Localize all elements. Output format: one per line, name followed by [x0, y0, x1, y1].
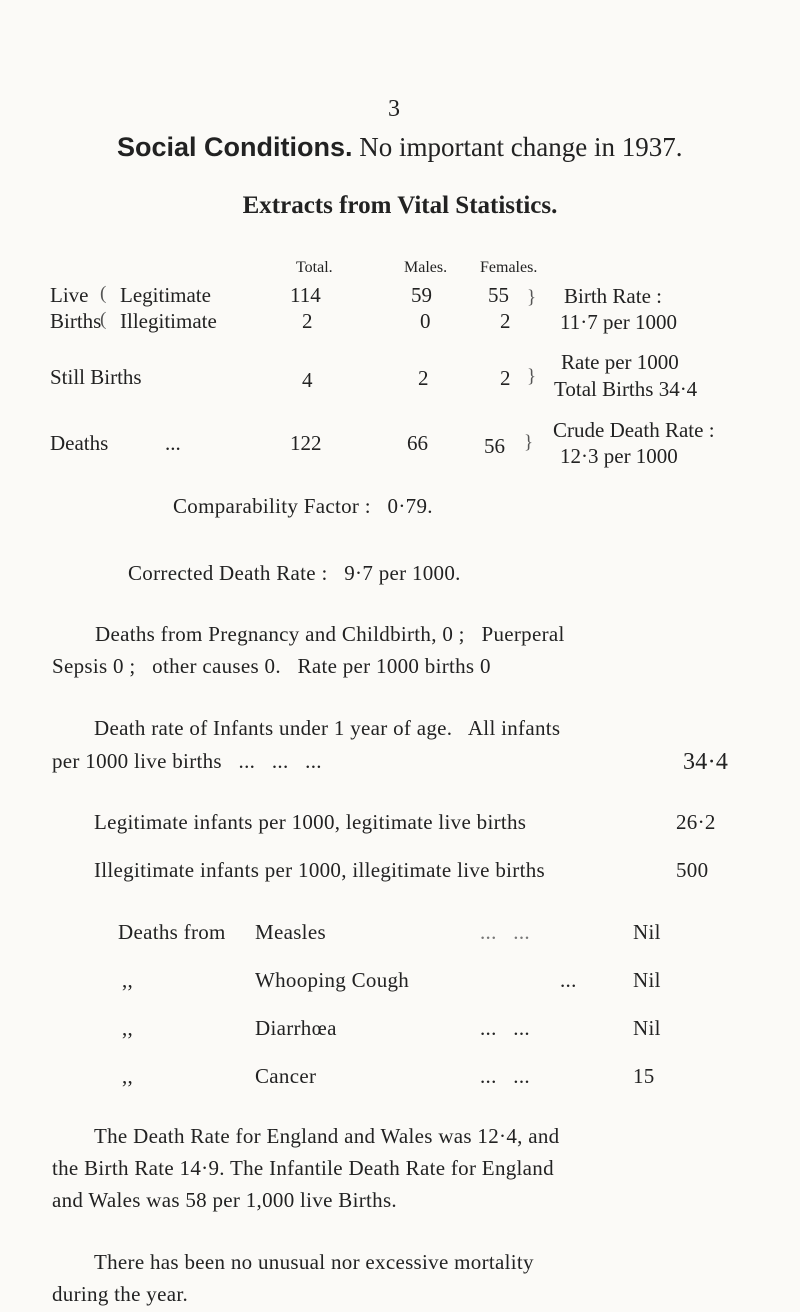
- england-wales-line-3: and Wales was 58 per 1,000 live Births.: [52, 1188, 397, 1212]
- section-text: No important change in 1937.: [359, 132, 683, 162]
- cause-measles: Measles: [255, 920, 326, 944]
- legitimate-females: 55: [488, 283, 509, 307]
- row-label-illegitimate: Illegitimate: [120, 309, 217, 333]
- page-number: 3: [388, 96, 400, 122]
- ditto-mark: ,,: [122, 1016, 134, 1040]
- deaths-females: 56: [484, 434, 505, 458]
- page-title: Extracts from Vital Statistics.: [242, 192, 558, 219]
- death-rate-line-1: Crude Death Rate :: [553, 418, 715, 442]
- value-diarrhoea: Nil: [633, 1016, 661, 1040]
- still-births-rate-line-1: Rate per 1000: [561, 350, 679, 374]
- value-cancer: 15: [633, 1064, 655, 1088]
- ditto-mark: ,,: [122, 1064, 134, 1088]
- section-label: Social Conditions.: [117, 132, 353, 162]
- illegitimate-females: 2: [500, 309, 511, 333]
- cause-diarrhoea: Diarrhœa: [255, 1016, 337, 1040]
- comparability-factor: Comparability Factor : 0·79.: [173, 494, 433, 518]
- left-brace: (: [100, 309, 107, 330]
- illegitimate-infants-value: 500: [676, 858, 709, 882]
- ditto-mark: ,,: [122, 968, 134, 992]
- birth-rate-line-1: Birth Rate :: [564, 284, 662, 308]
- value-whooping-cough: Nil: [633, 968, 661, 992]
- birth-rate-line-2: 11·7 per 1000: [560, 310, 678, 334]
- still-births-total: 4: [302, 368, 313, 392]
- illegitimate-infants-text: Illegitimate infants per 1000, illegitimate live births: [94, 858, 545, 882]
- column-header-total: Total.: [296, 259, 333, 276]
- live-births-label-2: Births: [50, 309, 102, 333]
- deaths-total: 122: [290, 431, 322, 455]
- right-brace: }: [527, 287, 537, 308]
- legitimate-infants-text: Legitimate infants per 1000, legitimate live births: [94, 810, 527, 834]
- england-wales-line-2: the Birth Rate 14·9. The Infantile Death Rate for England: [52, 1156, 554, 1180]
- pregnancy-line-1: Deaths from Pregnancy and Childbirth, 0 ; Puerperal: [95, 622, 565, 646]
- legitimate-males: 59: [411, 283, 432, 307]
- illegitimate-males: 0: [420, 309, 431, 333]
- still-births-rate-line-2: Total Births 34·4: [554, 377, 698, 401]
- still-births-males: 2: [418, 366, 429, 390]
- row-label-legitimate: Legitimate: [120, 283, 211, 307]
- section-heading: [117, 132, 682, 163]
- cause-dots: ... ...: [480, 920, 530, 944]
- value-measles: Nil: [633, 920, 661, 944]
- corrected-death-rate: Corrected Death Rate : 9·7 per 1000.: [128, 561, 461, 585]
- infant-deaths-value: 34·4: [683, 749, 729, 775]
- row-label-still-births: Still Births: [50, 365, 142, 389]
- infant-deaths-line-1: Death rate of Infants under 1 year of age. All infants: [94, 716, 561, 740]
- left-brace: (: [100, 283, 107, 304]
- pregnancy-line-2: Sepsis 0 ; other causes 0. Rate per 1000 births 0: [52, 654, 491, 678]
- row-label-deaths: Deaths: [50, 431, 109, 455]
- live-births-label-1: Live: [50, 283, 89, 307]
- infant-deaths-line-2: per 1000 live births ... ... ...: [52, 749, 322, 773]
- deaths-dots: ...: [165, 431, 181, 455]
- cause-dots: ... ...: [480, 1016, 530, 1040]
- right-brace: }: [527, 366, 537, 387]
- column-header-males: Males.: [404, 259, 448, 276]
- deaths-males: 66: [407, 431, 428, 455]
- right-brace: }: [524, 432, 534, 453]
- illegitimate-total: 2: [302, 309, 313, 333]
- legitimate-infants-value: 26·2: [676, 810, 716, 834]
- cause-dots: ...: [560, 968, 577, 992]
- cause-cancer: Cancer: [255, 1064, 317, 1088]
- mortality-line-2: during the year.: [52, 1282, 189, 1306]
- cause-whooping-cough: Whooping Cough: [255, 968, 410, 992]
- still-births-females: 2: [500, 366, 511, 390]
- england-wales-line-1: The Death Rate for England and Wales was 12·4, and: [94, 1124, 560, 1148]
- legitimate-total: 114: [290, 283, 321, 307]
- death-rate-line-2: 12·3 per 1000: [560, 444, 678, 468]
- cause-dots: ... ...: [480, 1064, 530, 1088]
- deaths-from-prefix: Deaths from: [118, 920, 226, 944]
- column-header-females: Females.: [480, 259, 538, 276]
- mortality-line-1: There has been no unusual nor excessive mortality: [94, 1250, 534, 1274]
